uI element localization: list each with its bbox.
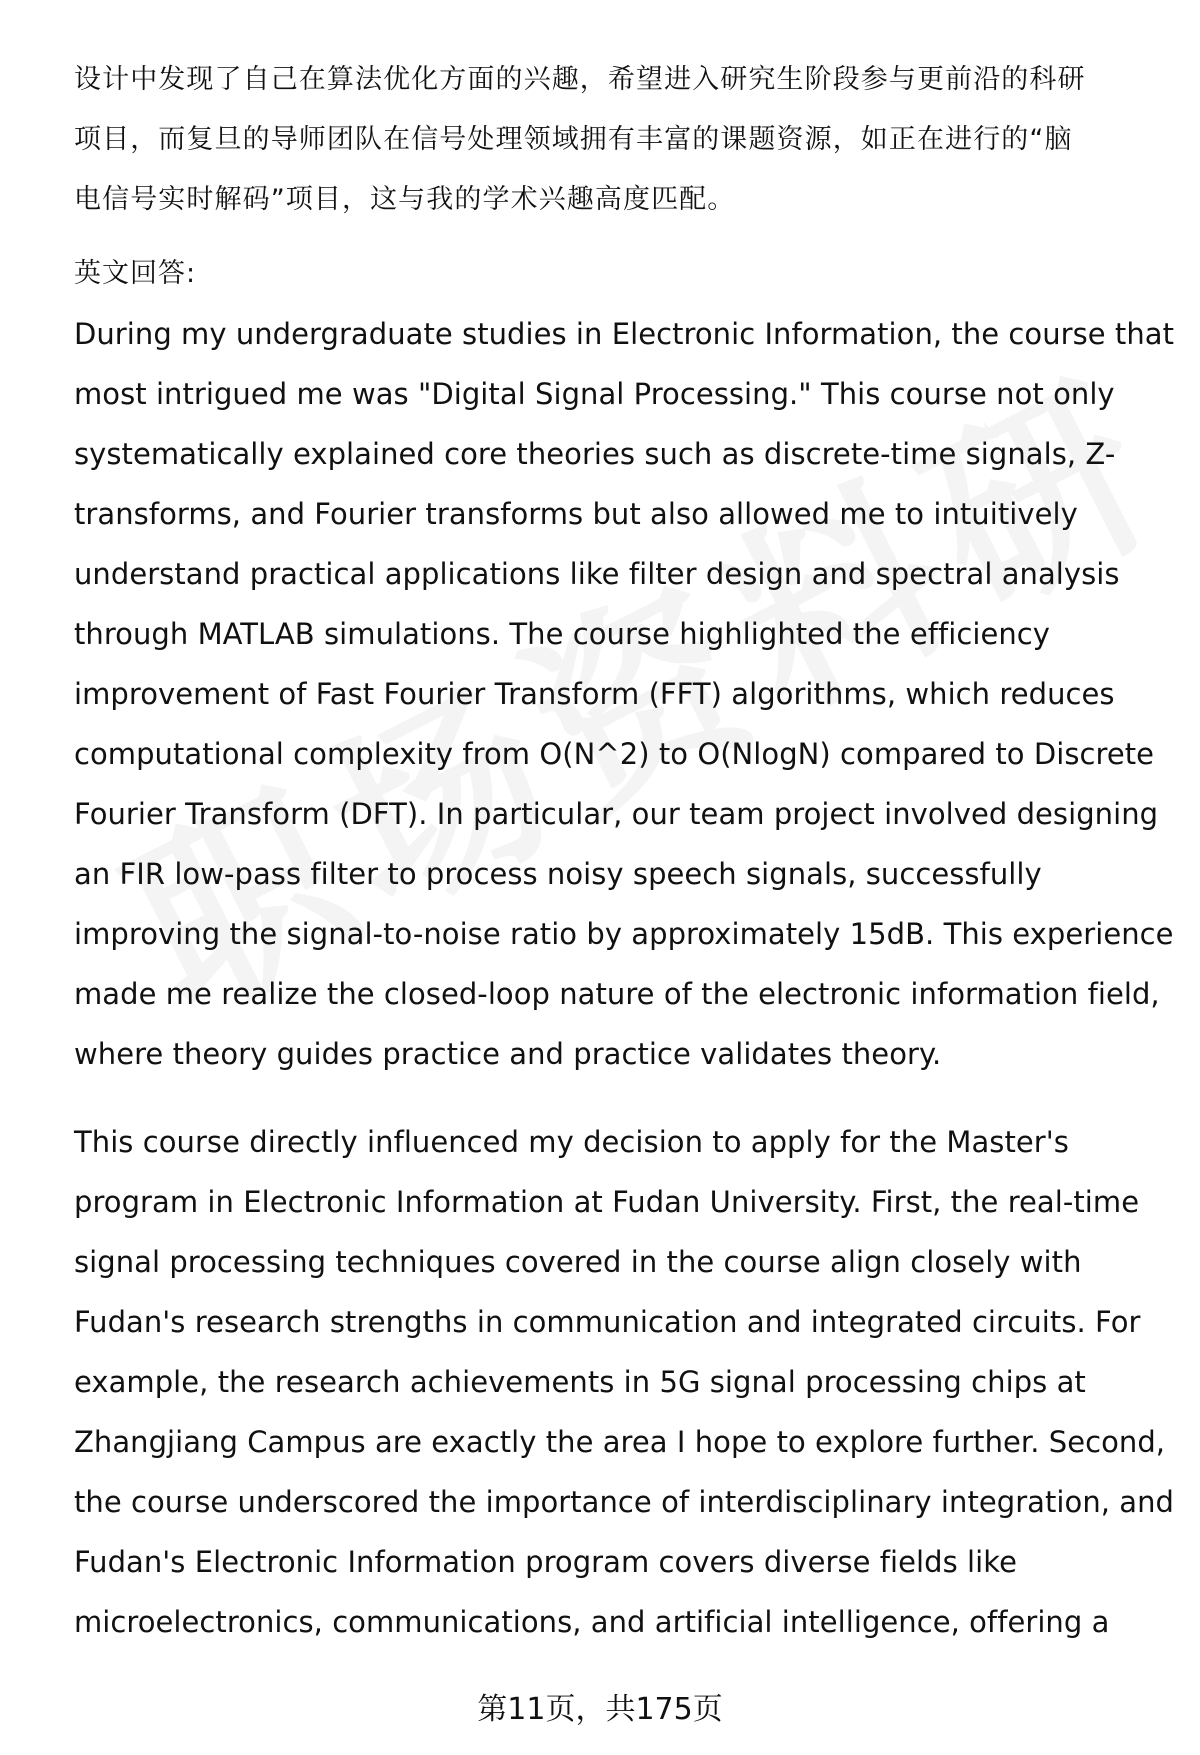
chinese-line-1: 设计中发现了自己在算法优化方面的兴趣，希望进入研究生阶段参与更前沿的科研 — [74, 64, 1086, 95]
paragraph-spacing — [74, 1084, 1156, 1112]
english-paragraph-2 — [74, 1112, 1174, 1652]
english-p1-line-4: transforms, and Fourier transforms but also allowed me to intuitively — [74, 497, 1078, 531]
english-p1-line-6: through MATLAB simulations. The course highlighted the efficiency — [74, 617, 1050, 651]
english-p2-line-7: the course underscored the importance of interdisciplinary integration, and — [74, 1485, 1174, 1519]
english-p2-line-8: Fudan's Electronic Information program covers diverse fields like — [74, 1545, 1017, 1579]
english-p2-line-5: example, the research achievements in 5G signal processing chips at — [74, 1365, 1086, 1399]
english-p1-line-10: an FIR low-pass filter to process noisy speech signals, successfully — [74, 857, 1042, 891]
english-p2-line-4: Fudan's research strengths in communication and integrated circuits. For — [74, 1305, 1141, 1339]
chinese-line-2: 项目，而复旦的导师团队在信号处理领域拥有丰富的课题资源，如正在进行的“脑 — [74, 124, 1073, 155]
english-p1-line-7: improvement of Fast Fourier Transform (FFT) algorithms, which reduces — [74, 677, 1115, 711]
english-p1-line-3: systematically explained core theories such as discrete-time signals, Z- — [74, 437, 1116, 471]
document-content — [74, 50, 1175, 1652]
english-p2-line-1: This course directly influenced my decision to apply for the Master's — [74, 1125, 1069, 1159]
english-p1-line-1: During my undergraduate studies in Electronic Information, the course that — [74, 317, 1175, 351]
chinese-paragraph — [74, 50, 1156, 230]
english-p2-line-2: program in Electronic Information at Fudan University. First, the real-time — [74, 1185, 1140, 1219]
english-p2-line-9: microelectronics, communications, and artificial intelligence, offering a — [74, 1605, 1110, 1639]
english-p1-line-5: understand practical applications like filter design and spectral analysis — [74, 557, 1120, 591]
english-answer-label: 英文回答: — [74, 258, 197, 289]
english-p2-line-6: Zhangjiang Campus are exactly the area I hope to explore further. Second, — [74, 1425, 1166, 1459]
page-number-footer: 第11页，共175页 — [477, 1692, 723, 1727]
english-p1-line-12: made me realize the closed-loop nature of the electronic information field, — [74, 977, 1160, 1011]
english-p1-line-8: computational complexity from O(N^2) to O(NlogN) compared to Discrete — [74, 737, 1155, 771]
english-paragraph-1 — [74, 304, 1175, 1084]
english-p2-line-3: signal processing techniques covered in the course align closely with — [74, 1245, 1082, 1279]
english-p1-line-2: most intrigued me was "Digital Signal Processing." This course not only — [74, 377, 1115, 411]
english-p1-line-9: Fourier Transform (DFT). In particular, our team project involved designing — [74, 797, 1159, 831]
english-p1-line-11: improving the signal-to-noise ratio by approximately 15dB. This experience — [74, 917, 1174, 951]
chinese-line-3: 电信号实时解码”项目，这与我的学术兴趣高度匹配。 — [74, 184, 736, 215]
english-p1-line-13: where theory guides practice and practice validates theory. — [74, 1037, 942, 1071]
